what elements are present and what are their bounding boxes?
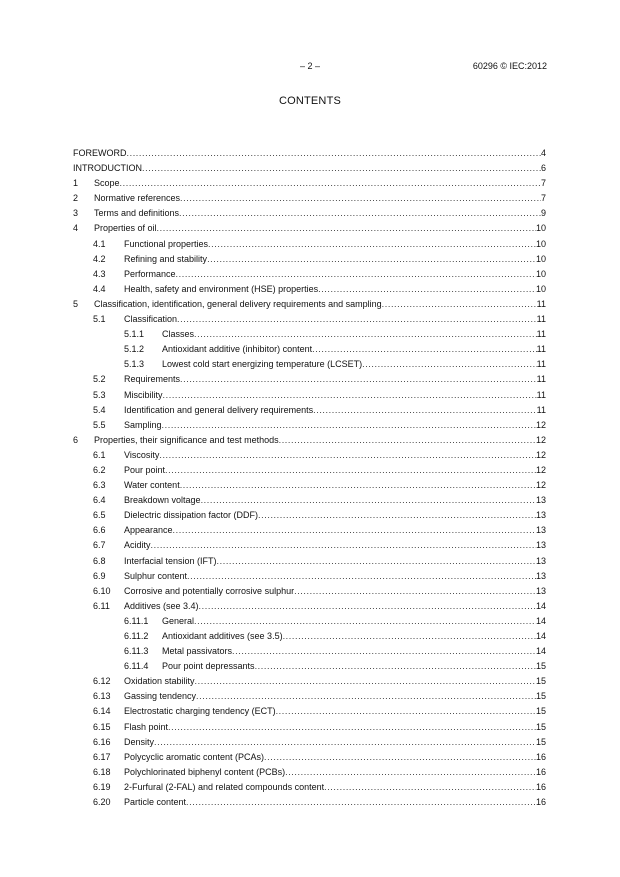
toc-entry-page: 11 [536,314,546,325]
toc-entry-body [124,584,546,599]
toc-entry-number: 6.1 [93,449,106,460]
dot-leader [208,237,536,252]
toc-entry-title: Corrosive and potentially corrosive sulphur [124,585,295,596]
dot-leader [127,146,541,161]
toc-entry-title: Flash point [124,721,169,732]
toc-entry-page: 7 [540,178,546,189]
toc-entry-body [162,327,546,342]
toc-entry-body [124,403,546,418]
dot-leader [179,206,541,221]
dot-leader [264,750,536,765]
toc-entry-title: Oxidation stability [124,676,195,687]
toc-entry-body [124,388,546,403]
toc-entry-title: Density [124,736,155,747]
toc-entry-body [124,538,546,553]
toc-entry-page: 15 [535,706,546,717]
toc-entry-title: Terms and definitions [94,208,180,219]
toc-entry-number: 4 [73,223,79,234]
toc-entry-body [94,433,546,448]
toc-entry-title: Sampling [124,419,162,430]
toc-entry-page: 13 [535,570,546,581]
toc-entry-title: Classification, identification, general delivery requirements and sampling [94,298,382,309]
toc-entry[interactable] [73,252,546,267]
toc-entry-number: 5.1.3 [124,359,145,370]
toc-entry[interactable] [73,644,546,659]
toc-entry-number: 6.11.3 [124,646,149,657]
toc-entry-page: 14 [535,615,546,626]
toc-entry-title: Dielectric dissipation factor (DDF) [124,510,259,521]
toc-entry[interactable] [73,448,546,463]
toc-entry[interactable] [73,720,546,735]
toc-entry-page: 11 [536,389,546,400]
dot-leader [199,599,536,614]
dot-leader [201,493,536,508]
toc-entry-page: 11 [536,374,546,385]
toc-entry-number: 5.1.1 [124,329,145,340]
dot-leader [195,674,536,689]
toc-entry-title: Refining and stability [124,253,208,264]
toc-entry-number: 5.4 [93,404,106,415]
dot-leader [232,644,536,659]
toc-entry-page: 16 [535,751,546,762]
toc-entry-body [124,689,546,704]
toc-entry-number: 5 [73,298,79,309]
toc-entry-body [124,463,546,478]
toc-entry-page: 15 [535,721,546,732]
toc-entry-number: 6.7 [93,540,106,551]
toc-entry-number: 2 [73,193,79,204]
toc-entry-body [124,448,546,463]
toc-entry[interactable] [73,629,546,644]
dot-leader [180,478,536,493]
toc-entry[interactable] [73,538,546,553]
toc-entry-page: 13 [535,525,546,536]
toc-entry-number: 6.10 [93,585,111,596]
toc-entry-body [124,252,546,267]
toc-entry-page: 12 [535,464,546,475]
dot-leader [163,388,537,403]
toc-entry[interactable] [73,297,546,312]
dot-leader [313,403,537,418]
toc-entry-title: Normative references [94,193,181,204]
toc-entry[interactable] [73,704,546,719]
toc-entry-number: 5.1 [93,314,106,325]
toc-entry-page: 10 [535,253,546,264]
dot-leader [176,267,536,282]
toc-entry-page: 12 [535,434,546,445]
toc-entry[interactable] [73,327,546,342]
toc-entry-page: 11 [536,298,546,309]
toc-entry[interactable] [73,206,546,221]
toc-entry-number: 6.6 [93,525,106,536]
toc-entry-page: 10 [535,238,546,249]
toc-entry-body [124,599,546,614]
dot-leader [157,221,536,236]
toc-entry-body [162,644,546,659]
toc-entry-title: FOREWORD [73,148,127,158]
toc-entry-body [124,282,546,297]
toc-entry-body [124,237,546,252]
toc-entry-body [162,342,546,357]
toc-entry-title: Pour point depressants [162,661,255,672]
toc-entry-number: 6.11.4 [124,661,149,672]
toc-entry-title: Electrostatic charging tendency (ECT) [124,706,276,717]
toc-entry[interactable] [73,750,546,765]
toc-entry-page: 13 [535,585,546,596]
dot-leader [194,614,536,629]
toc-entry-page: 14 [535,646,546,657]
toc-entry-body [162,357,546,372]
toc-entry-page: 10 [535,223,546,234]
toc-entry-page: 15 [535,691,546,702]
toc-entry-number: 6.11.1 [124,615,149,626]
toc-entry-page: 10 [535,283,546,294]
toc-entry-page: 14 [535,600,546,611]
toc-entry-body [124,674,546,689]
dot-leader [187,569,536,584]
dot-leader [168,720,536,735]
toc-entry-title: Metal passivators [162,646,233,657]
toc-entry-title: Acidity [124,540,151,551]
dot-leader [276,704,536,719]
toc-entry[interactable] [73,493,546,508]
toc-entry-page: 7 [540,193,546,204]
toc-entry-number: 6.5 [93,510,106,521]
toc-entry-body [94,221,546,236]
toc-entry-body [94,176,546,191]
toc-entry-page: 14 [535,631,546,641]
toc-entry[interactable] [73,388,546,403]
dot-leader [165,463,536,478]
dot-leader [362,357,537,372]
toc-entry-number: 3 [73,208,79,219]
toc-entry-title: INTRODUCTION [73,163,142,174]
toc-entry[interactable] [73,221,546,236]
toc-entry-number: 6.14 [93,706,111,717]
dot-leader [285,765,536,780]
toc-entry-body [94,206,546,221]
toc-entry-title: Pour point [124,464,166,475]
toc-entry-body [162,629,546,644]
toc-entry-body [124,750,546,765]
page-number: – 2 – [299,61,321,71]
toc-entry[interactable] [73,689,546,704]
toc-entry-body [124,780,546,795]
toc-entry-page: 13 [535,555,546,566]
toc-entry[interactable] [73,674,546,689]
toc-entry-page: 13 [535,540,546,551]
toc-entry[interactable] [73,403,546,418]
toc-entry-number: 5.2 [93,374,106,385]
toc-entry-body [124,312,546,327]
toc-entry-title: Particle content [124,797,187,808]
toc-entry-body [124,267,546,282]
dot-leader [279,433,536,448]
toc-entry-body [124,704,546,719]
toc-entry[interactable] [73,569,546,584]
dot-leader [324,780,536,795]
dot-leader [194,327,537,342]
toc-entry-title: Breakdown voltage [124,495,201,506]
toc-entry[interactable] [73,614,546,629]
toc-entry[interactable] [73,735,546,750]
toc-entry[interactable] [73,478,546,493]
toc-entry-body [124,735,546,750]
toc-entry-title: Additives (see 3.4) [124,600,199,611]
toc-entry-page: 11 [536,404,546,415]
toc-entry-title: Polychlorinated biphenyl content (PCBs) [124,766,286,777]
toc-entry-number: 6.3 [93,480,106,491]
toc-entry-page: 15 [535,736,546,747]
toc-entry[interactable] [73,372,546,387]
toc-entry-title: Performance [124,268,176,279]
toc-entry-page: 15 [535,661,546,672]
toc-entry-title: Functional properties [124,238,209,249]
toc-entry[interactable] [73,765,546,780]
toc-entry-title: Properties of oil [94,223,157,234]
toc-entry[interactable] [73,508,546,523]
toc-entry-number: 6.13 [93,691,111,702]
dot-leader [159,448,536,463]
toc-entry-page: 16 [535,781,546,792]
toc-entry-body [124,372,546,387]
toc-entry[interactable] [73,659,546,674]
toc-entry-body [124,418,546,433]
toc-entry-body [124,508,546,523]
dot-leader [318,282,536,297]
toc-entry-number: 5.5 [93,419,106,430]
page-title: CONTENTS [278,95,342,107]
toc-entry-number: 4.1 [93,238,106,249]
toc-entry[interactable] [73,342,546,357]
dot-leader [151,538,536,553]
toc-entry-page: 13 [535,510,546,521]
toc-entry[interactable] [73,312,546,327]
dot-leader [196,689,536,704]
toc-entry[interactable] [73,357,546,372]
dot-leader [258,508,536,523]
toc-entry-number: 4.3 [93,268,106,279]
toc-entry-number: 6.17 [93,751,111,762]
toc-entry-page: 16 [535,766,546,777]
toc-entry[interactable] [73,282,546,297]
toc-entry[interactable] [73,523,546,538]
toc-entry-body [124,523,546,538]
toc-entry-number: 6.9 [93,570,106,581]
dot-leader [154,735,536,750]
dot-leader [142,161,541,176]
toc-entry-number: 6 [73,434,79,445]
toc-entry-number: 6.18 [93,766,111,777]
toc-entry-page: 12 [535,480,546,491]
toc-entry-page: 11 [536,344,546,355]
toc-entry-page: 11 [536,359,546,370]
toc-entry[interactable] [73,433,546,448]
toc-entry-title: Scope [94,178,120,189]
toc-entry-page: 13 [535,495,546,506]
toc-entry-page: 4 [540,148,546,158]
dot-leader [283,629,536,644]
toc-entry-page: 12 [535,449,546,460]
toc-entry-body [124,569,546,584]
dot-leader [255,659,536,674]
toc-entry-body [124,493,546,508]
dot-leader [312,342,537,357]
toc-entry-number: 6.4 [93,495,106,506]
toc-entry-number: 4.4 [93,283,106,294]
toc-entry[interactable] [73,176,546,191]
toc-entry-title: Requirements [124,374,181,385]
toc-entry[interactable] [73,780,546,795]
toc-entry[interactable] [73,463,546,478]
toc-entry-number: 4.2 [93,253,106,264]
toc-entry-title: Sulphur content [124,570,188,581]
dot-leader [207,252,536,267]
toc-entry-number: 6.12 [93,676,111,687]
dot-leader [294,584,536,599]
dot-leader [162,418,536,433]
toc-entry-title: Interfacial tension (IFT) [124,555,217,566]
dot-leader [217,554,536,569]
toc-entry-body [94,191,546,206]
dot-leader [382,297,537,312]
toc-entry-title: Lowest cold start energizing temperature (LCSET) [162,359,363,370]
toc-entry-number: 6.20 [93,797,111,808]
toc-entry-title: Identification and general delivery requirements [124,404,314,415]
toc-entry-page: 12 [535,419,546,430]
toc-entry-title: Properties, their significance and test methods [94,434,279,445]
toc-entry-number: 6.8 [93,555,106,566]
toc-entry-body [73,161,546,176]
document-id: 60296 © IEC:2012 [472,61,547,71]
toc-entry-page: 15 [535,676,546,687]
dot-leader [173,523,536,538]
dot-leader [186,795,536,810]
toc-entry[interactable] [73,554,546,569]
toc-entry-number: 1 [73,178,79,189]
toc-entry-title: Miscibility [124,389,163,400]
toc-entry-title: Classification [124,314,178,325]
toc-entry-page: 11 [536,329,546,340]
toc-entry-title: Antioxidant additive (inhibitor) content [162,344,313,355]
toc-entry-number: 6.15 [93,721,111,732]
toc-entry-title: Appearance [124,525,173,536]
table-of-contents [73,146,546,810]
toc-entry-page: 16 [535,797,546,808]
toc-entry-number: 6.11 [93,600,110,611]
toc-entry-title: Polycyclic aromatic content (PCAs) [124,751,265,762]
toc-entry-body [162,614,546,629]
toc-entry-body [162,659,546,674]
dot-leader [177,312,537,327]
toc-entry[interactable] [73,267,546,282]
dot-leader [180,372,537,387]
toc-entry-number: 5.3 [93,389,106,400]
toc-entry-body [124,720,546,735]
toc-entry-body [124,554,546,569]
toc-entry[interactable] [73,146,546,161]
toc-entry-title: Health, safety and environment (HSE) properties [124,283,319,294]
dot-leader [180,191,541,206]
toc-entry-page: 6 [540,163,546,174]
toc-entry-title: 2-Furfural (2-FAL) and related compounds content [124,781,325,792]
toc-entry[interactable] [73,191,546,206]
toc-entry-body [73,146,546,161]
toc-entry-body [94,297,546,312]
toc-entry-number: 6.16 [93,736,111,747]
toc-entry[interactable] [73,584,546,599]
toc-entry[interactable] [73,795,546,810]
toc-entry-title: Gassing tendency [124,691,197,702]
toc-entry-title: Viscosity [124,449,160,460]
toc-entry[interactable] [73,599,546,614]
toc-entry-number: 6.11.2 [124,631,149,641]
toc-entry-title: General [162,615,195,626]
toc-entry-title: Water content [124,480,180,491]
toc-entry[interactable] [73,237,546,252]
toc-entry[interactable] [73,418,546,433]
toc-entry-title: Classes [162,329,195,340]
toc-entry-body [124,478,546,493]
toc-entry-number: 5.1.2 [124,344,145,355]
toc-entry-title: Antioxidant additives (see 3.5) [162,631,283,641]
toc-entry-body [124,795,546,810]
toc-entry[interactable] [73,161,546,176]
dot-leader [120,176,541,191]
toc-entry-body [124,765,546,780]
toc-entry-page: 9 [540,208,546,219]
toc-entry-page: 10 [535,268,546,279]
toc-entry-number: 6.19 [93,781,111,792]
toc-entry-number: 6.2 [93,464,106,475]
